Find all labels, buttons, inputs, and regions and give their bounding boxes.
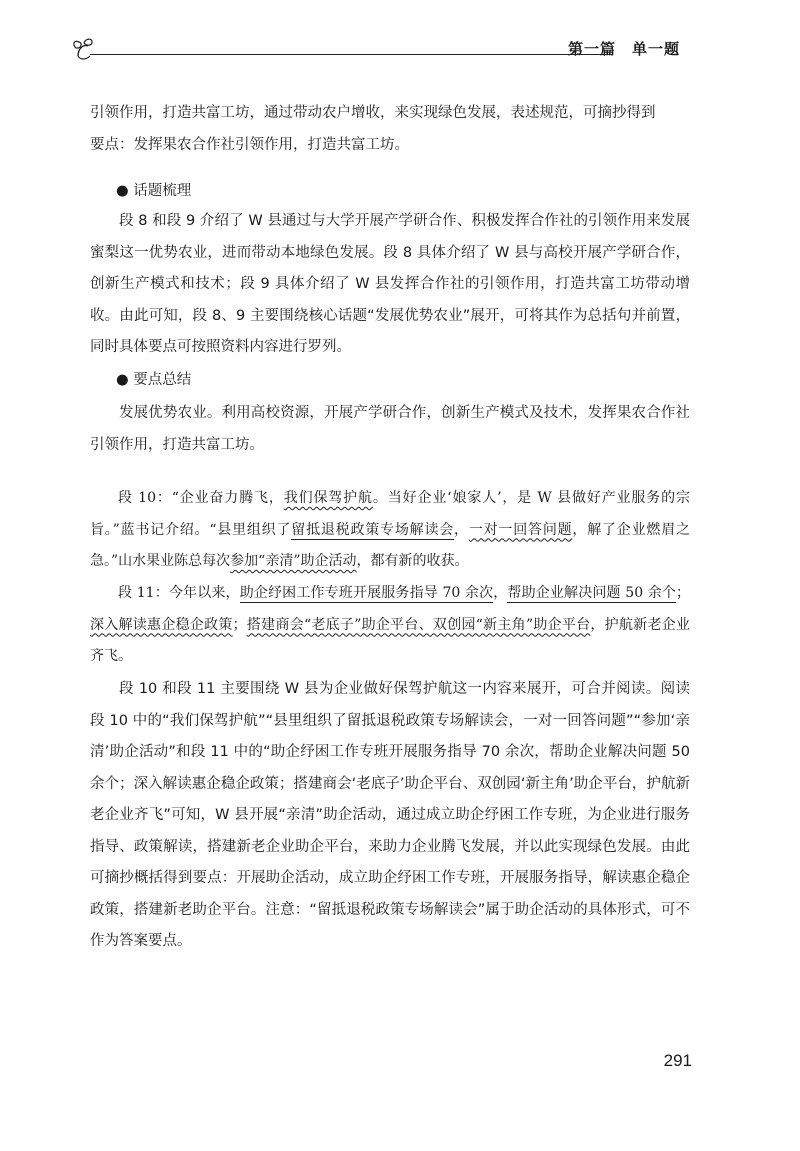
underlined-phrase: 助企纾困工作专班开展服务指导 70 余次 (239, 585, 494, 601)
underlined-phrase: 深入解读惠企稳企政策 (90, 616, 233, 633)
underlined-phrase: 帮助企业解决问题 50 余个 (507, 585, 677, 601)
quote-text: ，护航新老企业齐飞。 (90, 616, 691, 664)
quote-text: 段 10：“企业奋力腾飞， (118, 490, 284, 506)
summary-heading: ● 要点总结 (116, 372, 192, 388)
sprout-icon (70, 34, 100, 64)
page-number: 291 (663, 1051, 692, 1070)
quote-text: ，都有新的收获。 (356, 553, 469, 569)
quote-text: ， (493, 585, 508, 601)
quote-text: 。当好企业‘娘家人’，是 W 县做好产业服务的宗旨。”蓝书记介绍。“ (90, 490, 690, 538)
quote-text: 县里组织了 (216, 521, 292, 538)
quote-text: ，解了企业燃眉之急。”山水果业陈总每次 (90, 521, 690, 569)
analysis-paragraph: 段 10 和段 11 主要围绕 W 县为企业做好保驾护航这一内容来展开，可合并阅读。阅读段 10 中的“我们保驾护航”“县里组织了留抵退税政策专场解读会，一对一回答问题”“参加‘亲清’助企活动”和段 11 中的“助企纾困工作专班开展服务指导 70 余次，帮助企业解决问题 50 余个；深入解读惠企稳企政策；搭建商会‘老底子’助企平台、双创园‘新主角’助企平台，护航新老企业齐飞”可知，W 县开展“亲清”助企活动，通过成立助企纾困工作专班，为企业进行服务指导、政策解读，搭建新老企业助企平台，来助力企业腾飞发展，并以此实现绿色发展。由此可摘抄概括得到要点：开展助企活动，成立助企纾困工作专班，开展服务指导，解读惠企稳企政策，搭建新老助企平台。注意：“留抵退税政策专场解读会”属于助企活动的具体形式，可不作为答案要点。 (90, 681, 690, 949)
topic-paragraph: 段 8 和段 9 介绍了 W 县通过与大学开展产学研合作、积极发挥合作社的引领作用来发展蜜梨这一优势农业，进而带动本地绿色发展。段 8 具体介绍了 W 县与高校开展产学研合作，创新生产模式和技术；段 9 具体介绍了 W 县发挥合作社的引领作用，打造共富工坊带动增收。由此可知，段 8、9 主要围绕核心话题“发展优势农业”展开，可将其作为总括句并前置，同时具体要点可按照资料内容进行罗列。 (90, 213, 690, 355)
header-rule (90, 54, 610, 55)
section-title: 第一篇 单一题 (567, 40, 680, 58)
quote-text: ； (232, 616, 247, 633)
topic-heading: ● 话题梳理 (116, 183, 192, 199)
summary-paragraph: 发展优势农业。利用高校资源，开展产学研合作，创新生产模式及技术，发挥果农合作社引领作用，打造共富工坊。 (90, 405, 690, 453)
quote-paragraph-10 (90, 483, 690, 578)
underlined-phrase: 我们保驾护航 (283, 490, 373, 506)
quote-text: ， (454, 521, 469, 538)
quote-text: 段 11：今年以来， (118, 585, 240, 601)
underlined-phrase: 一对一回答问题 (468, 521, 573, 538)
text-line: 引领作用，打造共富工坊，通过带动农户增收，来实现绿色发展，表述规范，可摘抄得到 (90, 105, 656, 121)
text-line: 要点：发挥果农合作社引领作用，打造共富工坊。 (90, 136, 409, 153)
underlined-phrase: 留抵退税政策专场解读会 (291, 521, 455, 538)
paragraph-continuation (90, 98, 690, 161)
underlined-phrase: 参加“亲清”助企活动 (230, 553, 357, 569)
quote-text: ； (676, 585, 691, 601)
underlined-phrase: 搭建商会“老底子”助企平台、双创园“新主角”助企平台 (246, 616, 591, 633)
quote-paragraph-11 (90, 578, 690, 673)
page-header (70, 32, 680, 66)
